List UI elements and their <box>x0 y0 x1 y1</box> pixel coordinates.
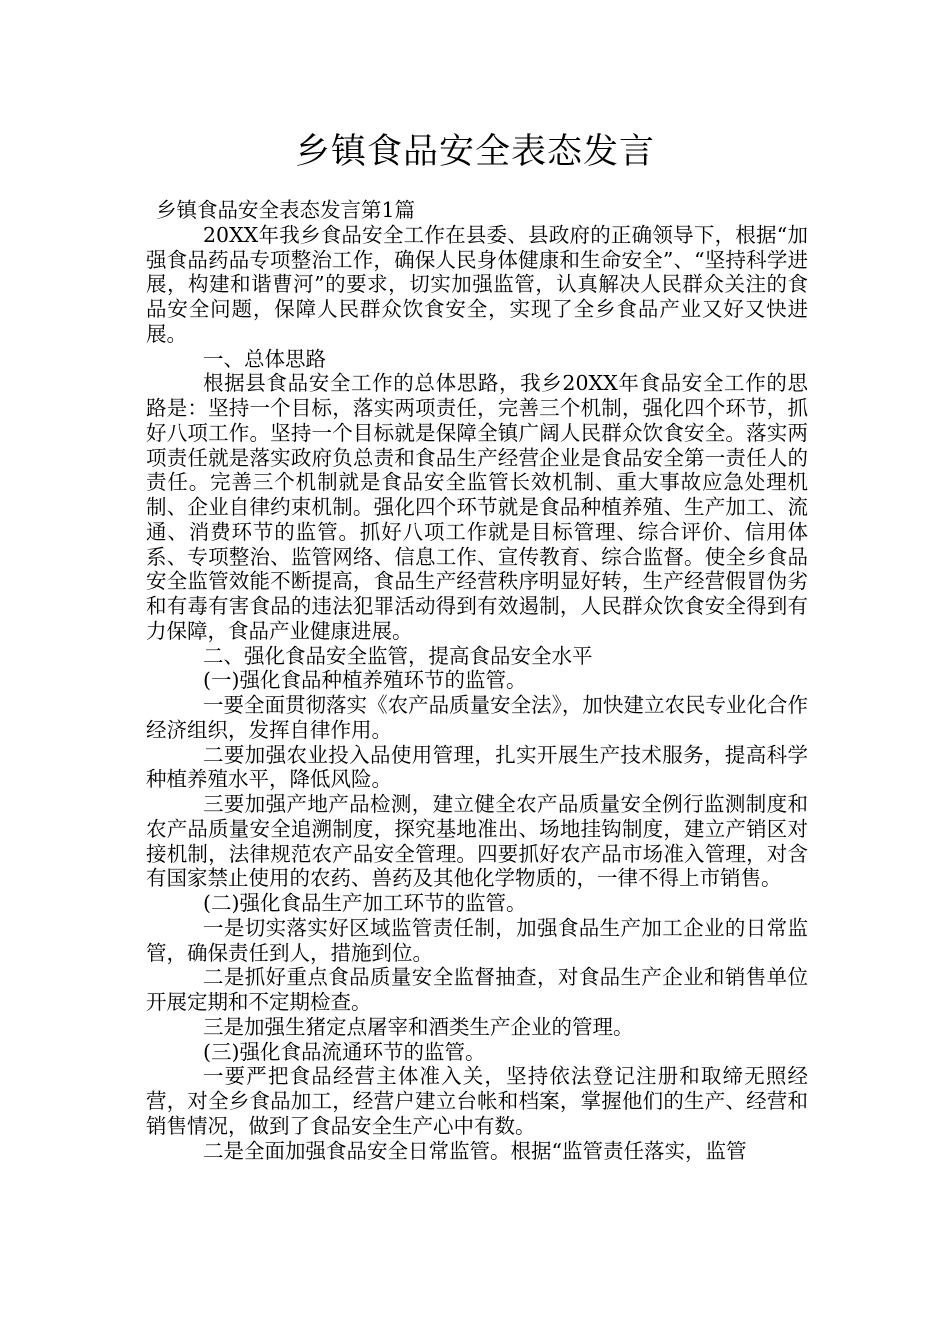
paragraph: 根据县食品安全工作的总体思路，我乡20XX年食品安全工作的思路是：坚持一个目标，落实两项责任，完善三个机制，强化四个环节，抓好八项工作。坚持一个目标就是保障全镇广阔人民群众饮食安全。落实两项责任就是落实政府负总责和食品生产经营企业是食品安全第一责任人的责任。完善三个机制就是食品安全监管长效机制、重大事故应急处理机制、企业自律约束机制。强化四个环节就是食品种植养殖、生产加工、流通、消费环节的监管。抓好八项工作就是目标管理、综合评价、信用体系、专项整治、监管网络、信息工作、宣传教育、综合监督。使全乡食品安全监管效能不断提高，食品生产经营秩序明显好转，生产经营假冒伪劣和有毒有害食品的违法犯罪活动得到有效遏制，人民群众饮食安全得到有力保障，食品产业健康进展。 <box>146 371 808 643</box>
section-heading: 二、强化食品安全监管，提高食品安全水平 <box>203 643 593 668</box>
document-body <box>146 198 808 1163</box>
document-title: 乡镇食品安全表态发言 <box>294 132 655 172</box>
subsection-heading: (三)强化食品流通环节的监管。 <box>203 1039 486 1064</box>
paragraph: 一是切实落实好区域监管责任制，加强食品生产加工企业的日常监管，确保责任到人，措施到位。 <box>146 915 808 965</box>
document-subtitle: 乡镇食品安全表态发言第1篇 <box>156 198 416 222</box>
subsection-heading: (二)强化食品生产加工环节的监管。 <box>203 891 527 915</box>
subsection-heading: (一)强化食品种植养殖环节的监管。 <box>203 668 527 693</box>
paragraph: 20XX年我乡食品安全工作在县委、县政府的正确领导下，根据“加强食品药品专项整治工作，确保人民身体健康和生命安全”、“坚持科学进展，构建和谐曹河”的要求，切实加强监管，认真解决人民群众关注的食品安全问题，保障人民群众饮食安全，实现了全乡食品产业又好又快进展。 <box>146 222 808 346</box>
paragraph: 一要严把食品经营主体准入关，坚持依法登记注册和取缔无照经营，对全乡食品加工，经营户建立台帐和档案，掌握他们的生产、经营和销售情况，做到了食品安全生产心中有数。 <box>146 1064 808 1138</box>
paragraph: 三要加强产地产品检测，建立健全农产品质量安全例行监测制度和农产品质量安全追溯制度，探究基地准出、场地挂钩制度，建立产销区对接机制，法律规范农产品安全管理。四要抓好农产品市场准入管理，对含有国家禁止使用的农药、兽药及其他化学物质的，一律不得上市销售。 <box>146 792 808 891</box>
paragraph: 二是抓好重点食品质量安全监督抽查，对食品生产企业和销售单位开展定期和不定期检查。 <box>146 965 808 1014</box>
paragraph: 二是全面加强食品安全日常监管。根据“监管责任落实，监管 <box>203 1138 747 1163</box>
section-heading: 一、总体思路 <box>203 346 326 371</box>
paragraph: 三是加强生猪定点屠宰和酒类生产企业的管理。 <box>203 1014 634 1039</box>
paragraph: 二要加强农业投入品使用管理，扎实开展生产技术服务，提高科学种植养殖水平，降低风险。 <box>146 742 808 792</box>
paragraph: 一要全面贯彻落实《农产品质量安全法》，加快建立农民专业化合作经济组织，发挥自律作用。 <box>146 693 808 742</box>
